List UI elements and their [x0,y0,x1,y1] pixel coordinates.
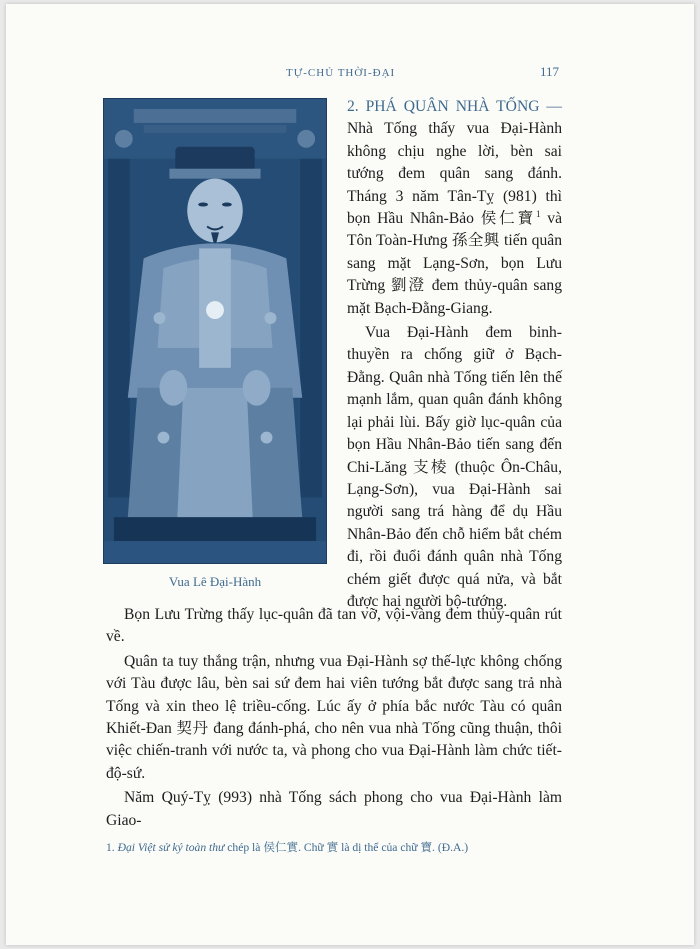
running-title: TỰ-CHỦ THỜI-ĐẠI [286,67,396,79]
footnote [106,840,566,856]
paragraph-1 [347,96,562,320]
page-number: 117 [540,64,560,79]
footnote-mark: 1 [536,208,541,219]
paragraph-2: Vua Đại-Hành đem binh-thuyền ra chống giữ ở Bạch-Đằng. Quân nhà Tống tiến lên thế mạnh lắm, quan quân đánh không lại phải lùi. Bấy giờ lục-quân của bọn Hầu Nhân-Bảo tiến sang đến Chi-Lăng 支棱 (thuộc Ôn-Châu, Lạng-Sơn), vua Đại-Hành sai người sang trá hàng để dụ Hầu Nhân-Bảo đến chỗ hiểm bắt chém đi, rồi đuổi đánh quân nhà Tống chém giết được quá nửa, và bắt được hai người bộ-tướng. [347,324,562,610]
paragraph-5: Năm Quý-Tỵ (993) nhà Tống sách phong cho vua Đại-Hành làm Giao- [106,789,562,829]
paragraph-4: Quân ta tuy thắng trận, nhưng vua Đại-Hành sợ thế-lực không chống với Tàu được lâu, bèn sai sứ đem hai viên tướng bắt được sang trả nhà Tống và xin theo lệ triều-cống. Lúc ấy ở phía bắc nước Tàu có quân Khiết-Đan 契丹 đang đánh-phá, cho nên vua nhà Tống cũng thuận, thôi việc chiến-tranh với nước ta, và phong cho vua Đại-Hành làm chức tiết-độ-sứ. [106,652,562,782]
side-column [347,96,562,613]
footnote-text: chép là 侯仁實. Chữ 實 là dị thể của chữ 寶. (Đ.A.) [224,841,469,854]
paragraph-1-text-b: và Tôn Toàn-Hưng 孫全興 tiến quân sang mặt Lạng-Sơn, bọn Lưu Trừng 劉澄 đem thủy-quân sang mặt Bạch-Đằng-Giang. [347,210,562,317]
king-portrait-image [104,99,326,563]
section-title: 2. PHÁ QUÂN NHÀ TỐNG — [347,98,562,115]
footnote-number: 1. [106,841,118,854]
page-sheet [6,4,694,945]
main-column [106,604,562,834]
paragraph-1-text-a: Nhà Tống thấy vua Đại-Hành không chịu nghe lời, bèn sai tướng đem quân sang đánh. Tháng 3 năm Tân-Tỵ (981) thì bọn Hầu Nhân-Bảo 侯仁寶 [347,120,562,228]
portrait-figure [103,98,327,564]
footnote-book-title: Đại Việt sử ký toàn thư [117,841,225,854]
paragraph-3: Bọn Lưu Trừng thấy lục-quân đã tan vỡ, vội-vàng đem thủy-quân rút về. [106,606,562,646]
figure-caption: Vua Lê Đại-Hành [168,574,262,589]
